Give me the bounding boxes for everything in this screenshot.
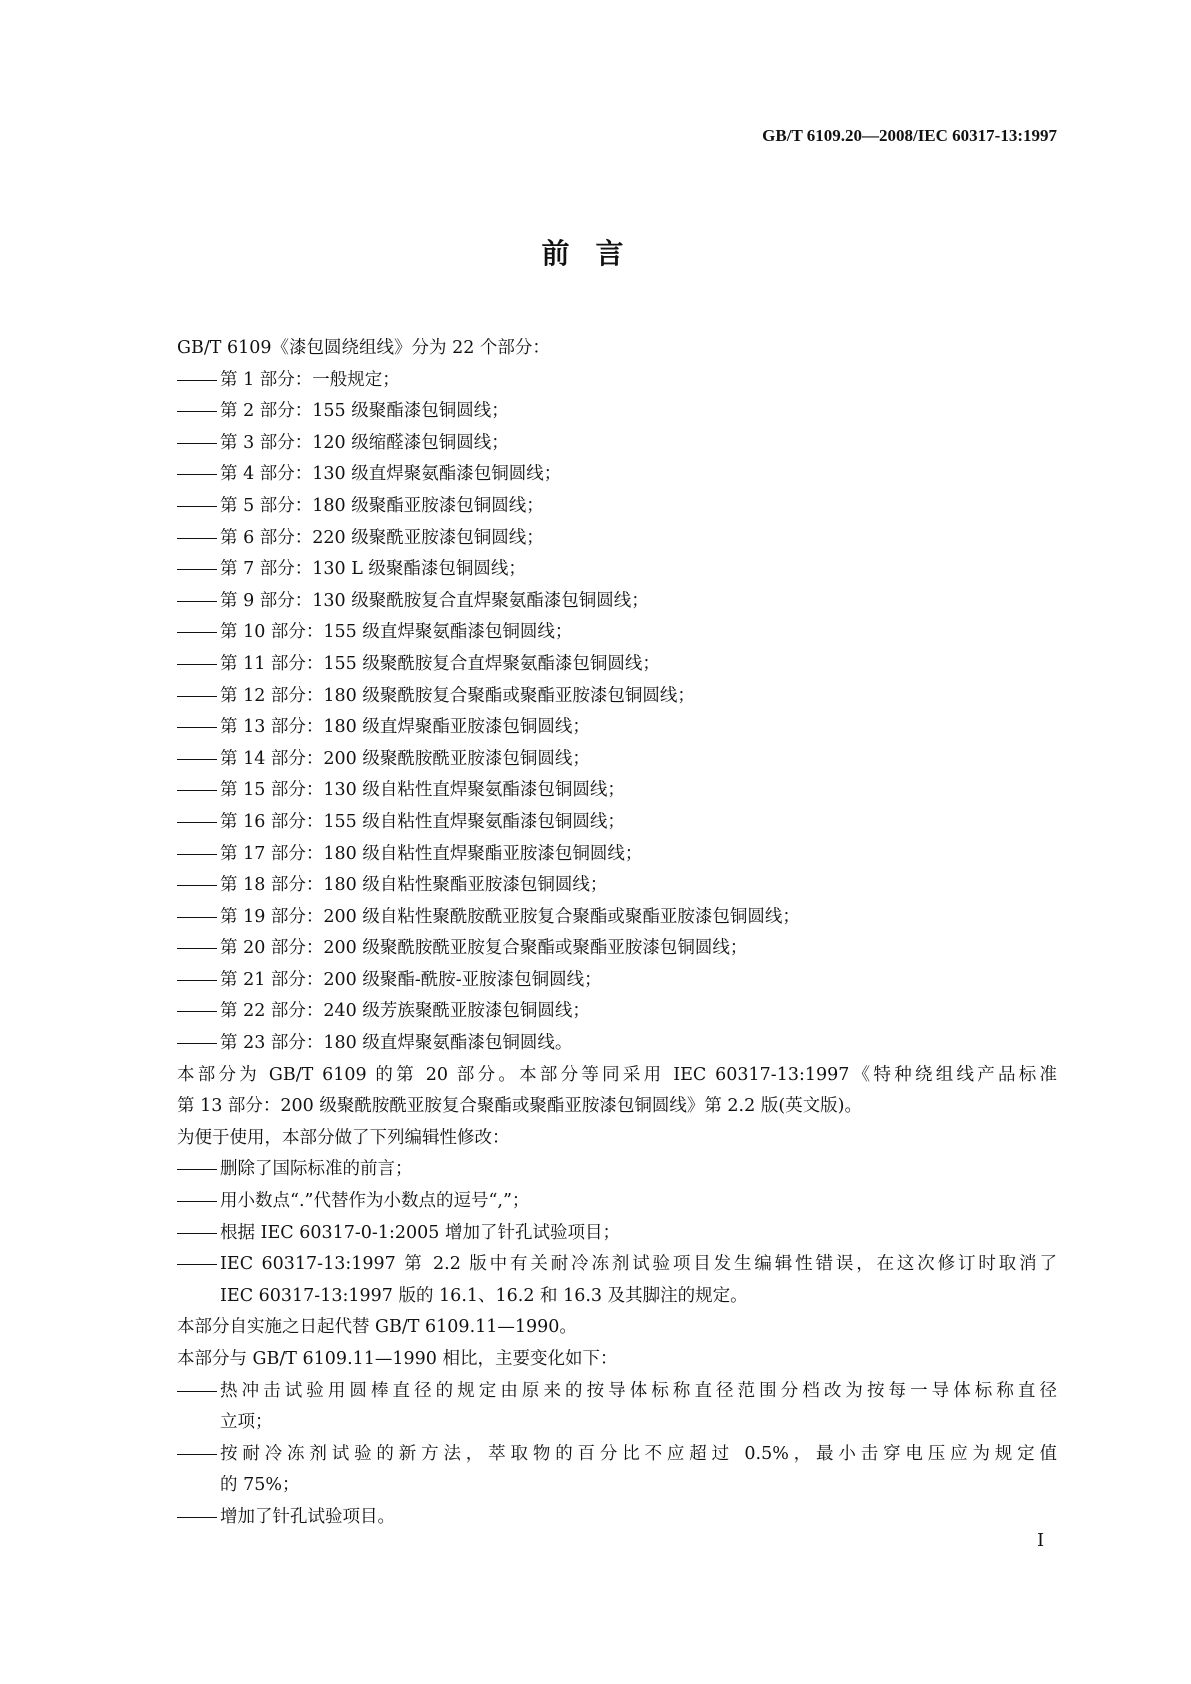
- line-text: 第 5 部分：180 级聚酯亚胺漆包铜圆线；: [220, 495, 544, 516]
- em-dash-marker: [177, 807, 220, 839]
- line-text: 第 6 部分：220 级聚酰亚胺漆包铜圆线；: [220, 527, 544, 548]
- em-dash-marker: [177, 586, 220, 618]
- list-item: [177, 1028, 1057, 1060]
- page-title: 前言: [541, 237, 650, 270]
- em-dash-marker: [177, 1439, 220, 1471]
- list-item: [177, 681, 1057, 713]
- line-text: 本部分为 GB/T 6109 的第 20 部分。本部分等同采用 IEC 60317-13:1997《特种绕组线产品标准: [177, 1064, 1057, 1085]
- list-item: [177, 649, 1057, 681]
- paragraph-line: [177, 1470, 1057, 1502]
- em-dash-marker: [177, 1218, 220, 1250]
- list-item: [177, 870, 1057, 902]
- em-dash-marker: [177, 744, 220, 776]
- list-item: [177, 807, 1057, 839]
- em-dash-marker: [177, 459, 220, 491]
- line-text: 第 12 部分：180 级聚酰胺复合聚酯或聚酯亚胺漆包铜圆线；: [220, 685, 695, 706]
- line-text: 第 15 部分：130 级自粘性直焊聚氨酯漆包铜圆线；: [220, 780, 625, 801]
- list-item: [177, 617, 1057, 649]
- em-dash-marker: [177, 712, 220, 744]
- list-item: [177, 1502, 1057, 1534]
- list-item: [177, 1439, 1057, 1471]
- line-text: 第 9 部分：130 级聚酰胺复合直焊聚氨酯漆包铜圆线；: [220, 590, 649, 611]
- list-item: [177, 1186, 1057, 1218]
- list-item: [177, 744, 1057, 776]
- em-dash-marker: [177, 1154, 220, 1186]
- line-text: 第 20 部分：200 级聚酰胺酰亚胺复合聚酯或聚酯亚胺漆包铜圆线；: [220, 938, 748, 959]
- paragraph-line: [177, 1060, 1057, 1092]
- paragraph-line: [177, 1312, 1057, 1344]
- em-dash-marker: [177, 491, 220, 523]
- line-text: 第 21 部分：200 级聚酯-酰胺-亚胺漆包铜圆线；: [220, 969, 602, 990]
- line-text: 第 17 部分：180 级自粘性直焊聚酯亚胺漆包铜圆线；: [220, 843, 643, 864]
- list-item: [177, 1154, 1057, 1186]
- list-item: [177, 428, 1057, 460]
- list-item: [177, 775, 1057, 807]
- line-text: 用小数点“.”代替作为小数点的逗号“,”；: [220, 1191, 530, 1212]
- em-dash-marker: [177, 523, 220, 555]
- list-item: [177, 712, 1057, 744]
- line-text: 第 16 部分：155 级自粘性直焊聚氨酯漆包铜圆线；: [220, 811, 625, 832]
- em-dash-marker: [177, 965, 220, 997]
- list-item: [177, 1249, 1057, 1281]
- list-item: [177, 996, 1057, 1028]
- em-dash-marker: [177, 1249, 220, 1281]
- line-text: 第 13 部分：200 级聚酰胺酰亚胺复合聚酯或聚酯亚胺漆包铜圆线》第 2.2 版(英文版)。: [177, 1096, 862, 1117]
- em-dash-marker: [177, 902, 220, 934]
- em-dash-marker: [177, 933, 220, 965]
- line-text: 第 13 部分：180 级直焊聚酯亚胺漆包铜圆线；: [220, 717, 590, 738]
- line-text: 第 10 部分：155 级直焊聚氨酯漆包铜圆线；: [220, 622, 573, 643]
- line-text: IEC 60317-13:1997 版的 16.1、16.2 和 16.3 及其脚注的规定。: [220, 1285, 748, 1306]
- em-dash-marker: [177, 870, 220, 902]
- list-item: [177, 491, 1057, 523]
- standard-number-header: GB/T 6109.20—2008/IEC 60317-13:1997: [762, 126, 1057, 145]
- em-dash-marker: [177, 1502, 220, 1534]
- line-text: 的 75%；: [220, 1475, 300, 1496]
- list-item: [177, 523, 1057, 555]
- line-text: 第 4 部分：130 级直焊聚氨酯漆包铜圆线；: [220, 464, 562, 485]
- em-dash-marker: [177, 775, 220, 807]
- line-text: 为便于使用，本部分做了下列编辑性修改：: [177, 1127, 510, 1148]
- line-text: 第 7 部分：130 L 级聚酯漆包铜圆线；: [220, 559, 526, 580]
- list-item: [177, 1218, 1057, 1250]
- line-text: 第 1 部分：一般规定；: [220, 369, 400, 390]
- paragraph-line: [177, 1123, 1057, 1155]
- line-text: 第 23 部分：180 级直焊聚氨酯漆包铜圆线。: [220, 1033, 573, 1054]
- line-text: 根据 IEC 60317-0-1:2005 增加了针孔试验项目；: [220, 1222, 620, 1243]
- line-text: 第 11 部分：155 级聚酰胺复合直焊聚氨酯漆包铜圆线；: [220, 653, 660, 674]
- em-dash-marker: [177, 554, 220, 586]
- em-dash-marker: [177, 617, 220, 649]
- em-dash-marker: [177, 649, 220, 681]
- line-text: 本部分与 GB/T 6109.11—1990 相比，主要变化如下：: [177, 1349, 618, 1369]
- list-item: [177, 396, 1057, 428]
- list-item: [177, 933, 1057, 965]
- line-text: 第 14 部分：200 级聚酰胺酰亚胺漆包铜圆线；: [220, 748, 590, 769]
- em-dash-marker: [177, 428, 220, 460]
- list-item: [177, 365, 1057, 397]
- line-text: 第 2 部分：155 级聚酯漆包铜圆线；: [220, 401, 509, 422]
- line-text: 热冲击试验用圆棒直径的规定由原来的按导体标称直径范围分档改为按每一导体标称直径: [220, 1380, 1057, 1401]
- line-text: 按耐冷冻剂试验的新方法，萃取物的百分比不应超过 0.5%，最小击穿电压应为规定值: [220, 1443, 1057, 1464]
- line-text: 立项；: [220, 1412, 273, 1433]
- line-text: 增加了针孔试验项目。: [220, 1506, 395, 1527]
- em-dash-marker: [177, 365, 220, 397]
- paragraph-line: [177, 1091, 1057, 1123]
- line-text: IEC 60317-13:1997 第 2.2 版中有关耐冷冻剂试验项目发生编辑性错误，在这次修订时取消了: [220, 1254, 1057, 1275]
- line-text: GB/T 6109《漆包圆绕组线》分为 22 个部分：: [177, 338, 550, 358]
- list-item: [177, 459, 1057, 491]
- em-dash-marker: [177, 1376, 220, 1408]
- line-text: 第 22 部分：240 级芳族聚酰亚胺漆包铜圆线；: [220, 1001, 590, 1022]
- foreword-body: [177, 333, 1057, 1534]
- em-dash-marker: [177, 996, 220, 1028]
- line-text: 删除了国际标准的前言；: [220, 1159, 413, 1180]
- page-number: I: [1037, 1530, 1045, 1551]
- line-text: 第 19 部分：200 级自粘性聚酰胺酰亚胺复合聚酯或聚酯亚胺漆包铜圆线；: [220, 906, 800, 927]
- em-dash-marker: [177, 396, 220, 428]
- paragraph-line: [177, 1281, 1057, 1313]
- em-dash-marker: [177, 1028, 220, 1060]
- em-dash-marker: [177, 1186, 220, 1218]
- list-item: [177, 554, 1057, 586]
- em-dash-marker: [177, 681, 220, 713]
- line-text: 本部分自实施之日起代替 GB/T 6109.11—1990。: [177, 1317, 577, 1338]
- list-item: [177, 1376, 1057, 1408]
- paragraph-line: [177, 1344, 1057, 1376]
- line-text: 第 3 部分：120 级缩醛漆包铜圆线；: [220, 432, 509, 453]
- list-item: [177, 586, 1057, 618]
- em-dash-marker: [177, 839, 220, 871]
- paragraph-line: [177, 333, 1057, 365]
- line-text: 第 18 部分：180 级自粘性聚酯亚胺漆包铜圆线；: [220, 875, 608, 896]
- paragraph-line: [177, 1407, 1057, 1439]
- list-item: [177, 902, 1057, 934]
- list-item: [177, 965, 1057, 997]
- list-item: [177, 839, 1057, 871]
